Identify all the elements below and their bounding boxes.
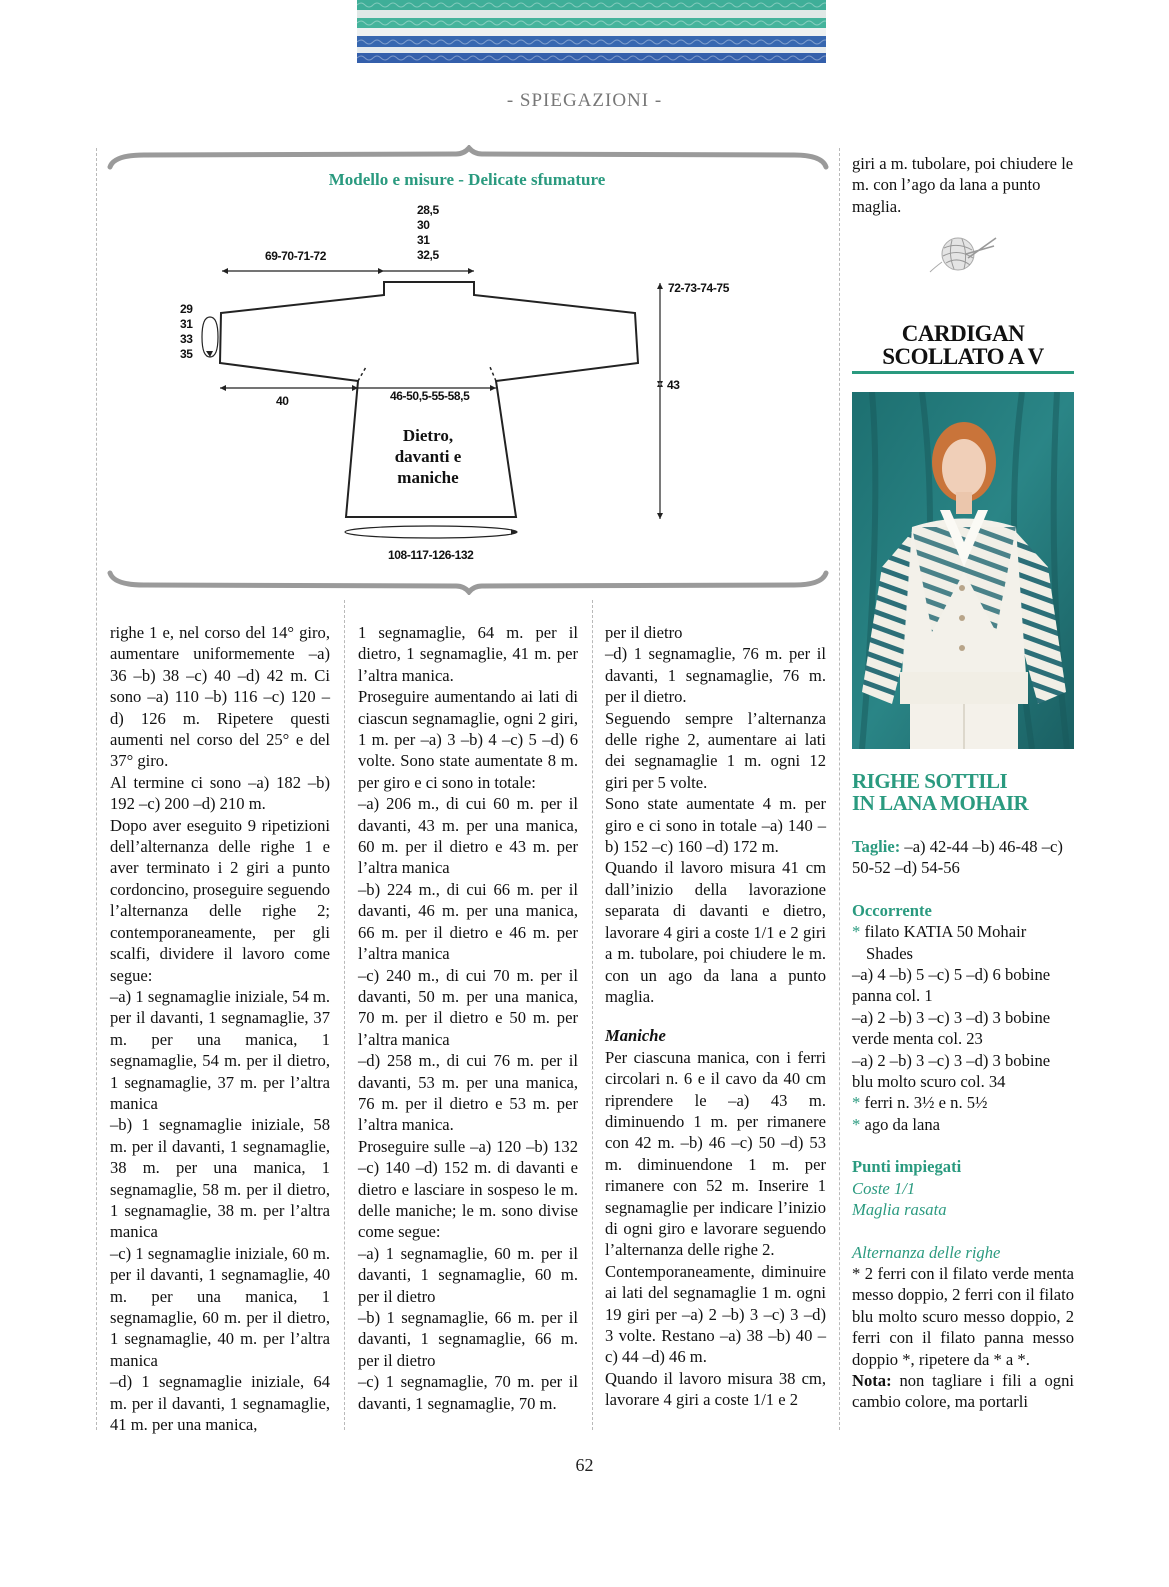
knit-swatch-image <box>357 0 826 63</box>
paragraph: –d) 258 m., di cui 76 m. per il davanti, 53 m. per una manica, 76 m. per il dietro e 53 m. per l’altra manica. <box>358 1051 578 1135</box>
paragraph: –b) 224 m., di cui 66 m. per il davanti, 46 m. per una manica, 66 m. per il dietro e 46 m. per l’altra manica <box>358 879 578 964</box>
model-photo <box>852 392 1074 749</box>
paragraph: righe 1 e, nel corso del 14° giro, aumentare uniformemente –a) 36 –b) 38 –c) 40 –d) 42 m. Ci sono –a) 110 –b) 116 –c) 120 –d) 126 m. Ripetere questi aumenti nel corso del 25° e del 37° giro. <box>110 623 330 771</box>
stitch-item: Coste 1/1 <box>852 1178 916 1198</box>
paragraph: –a) 1 segnamaglie iniziale, 54 m. per il davanti, 1 segnamaglie, 37 m. per una manica, 1 segnamaglie, 54 m. per il dietro, 1 segnamaglie, 37 m. per l’altra manica <box>110 986 330 1113</box>
paragraph: Dopo aver eseguito 9 ripetizioni dell’alternanza delle righe 1 e aver terminato i 2 giri a punto cordoncino, proseguire seguendo l’alternanza delle righe 2; contemporaneamente, per gli scalfi, dividere il lavoro come segue: <box>110 815 330 985</box>
paragraph: Al termine ci sono –a) 182 –b) 192 –c) 200 –d) 210 m. <box>110 772 330 814</box>
sidebar-details <box>852 836 1074 1413</box>
diagram-title: Modello e misure - Delicate sfumature <box>328 170 606 189</box>
material-color-1: –a) 4 –b) 5 –c) 5 –d) 6 bobine panna col. 1 <box>852 965 1051 1006</box>
paragraph: –d) 1 segnamaglie, 76 m. per il davanti, 1 segnamaglie, 76 m. per il dietro. <box>605 644 826 707</box>
column-rule <box>96 148 97 1430</box>
pattern-subtitle: RIGHE SOTTILI IN LANA MOHAIR <box>852 769 1029 815</box>
section-heading-maniche: Maniche <box>605 1026 666 1046</box>
material-color-23: –a) 2 –b) 3 –c) 3 –d) 3 bobine verde menta col. 23 <box>852 1007 1051 1049</box>
paragraph: Proseguire aumentando ai lati di ciascun segnamaglie, ogni 2 giri, 1 m. per –a) 3 –b) 4 –c) 5 –d) 6 volte. Sono state aumentate 8 m. per giro e ci sono in totale: <box>358 687 578 792</box>
paragraph: 1 segnamaglie, 64 m. per il dietro, 1 segnamaglie, 41 m. per l’altra manica. <box>358 623 578 685</box>
hem-width-label: 108-117-126-132 <box>388 548 474 562</box>
measurement-diagram <box>104 145 830 595</box>
note-text: Nota: non tagliare i fili a ogni cambio colore, ma portarli <box>852 1370 1074 1412</box>
sizes-info: Taglie: –a) 42-44 –b) 46-48 –c) 50-52 –d) 54-56 <box>852 837 1063 878</box>
sidebar-top-text: giri a m. tubolare, poi chiudere le m. con l’ago da lana a punto maglia. <box>852 154 1074 216</box>
sleeve-depth-label: 29 31 33 35 <box>180 302 193 361</box>
paragraph: Quando il lavoro misura 38 cm, lavorare 4 giri a coste 1/1 e 2 <box>605 1368 826 1410</box>
paragraph: Proseguire sulle –a) 120 –b) 132 –c) 140 –d) 152 m. di davanti e dietro e lasciare in sospeso le m. delle maniche; le m. sono divise come segue: <box>358 1136 578 1242</box>
yarn-ball-icon <box>928 232 998 274</box>
paragraph: Quando il lavoro misura 41 cm dall’inizio della lavorazione separata di davanti e dietro, lavorare 4 giri a coste 1/1 e 2 giri a m. tubolare, poi chiudere le m. con un ago da lana a punto maglia. <box>605 858 826 1006</box>
paragraph: –a) 206 m., di cui 60 m. per il davanti, 43 m. per una manica, 60 m. per il dietro e 43 m. per l’altra manica <box>358 794 578 878</box>
paragraph: –c) 240 m., di cui 70 m. per il davanti, 50 m. per una manica, 70 m. per il dietro e 50 m. per l’altra manica <box>358 965 578 1049</box>
section-header: - SPIEGAZIONI - <box>506 90 663 111</box>
stitches-heading: Punti impiegati <box>852 1157 962 1177</box>
body-width-label: 46-50,5-55-58,5 <box>390 389 470 403</box>
paragraph: Per ciascuna manica, con i ferri circolari n. 6 e il cavo da 40 cm riprendere le –a) 43 m. diminuendo 1 m. per rimanere con 42 m. –b) 46 –c) 50 –d) 53 m. diminuendone 1 m. per rimanere con 52 m. Inserire 1 segnamaglie per indicare l’inizio di ogni giro e lavorare seguendo l’alternanza delle righe 2. <box>605 1047 826 1260</box>
paragraph: –c) 1 segnamaglie iniziale, 60 m. per il davanti, 1 segnamaglie, 40 m. per una manica, 1 segnamaglie, 60 m. per il dietro, 1 segnamaglie, 40 m. per l’altra manica <box>110 1243 330 1370</box>
shoulder-width-label: 69-70-71-72 <box>265 249 326 263</box>
material-needles: * ferri n. 3½ e n. 5½ <box>852 1093 988 1113</box>
paragraph: Sono state aumentate 4 m. per giro e ci sono in totale –a) 140 –b) 152 –c) 160 –d) 172 m. <box>605 794 826 857</box>
sleeve-length-label: 40 <box>276 394 289 408</box>
paragraph: –c) 1 segnamaglie, 70 m. per il davanti, 1 segnamaglie, 70 m. <box>358 1372 578 1413</box>
stripes-heading: Alternanza delle righe <box>852 1242 1001 1262</box>
text-column-1 <box>110 622 330 1435</box>
column-rule <box>344 600 345 1430</box>
neck-width-label: 28,5 30 31 32,5 <box>417 203 439 262</box>
page-number: 62 <box>575 1455 594 1475</box>
column-rule <box>592 600 593 1430</box>
stitch-item: Maglia rasata <box>852 1200 947 1220</box>
paragraph: –b) 1 segnamaglie iniziale, 58 m. per il davanti, 1 segnamaglie, 38 m. per una manica, 1 segnamaglie, 58 m. per il dietro, 1 segnamaglie, 38 m. per l’altra manica <box>110 1115 330 1242</box>
piece-label: Dietro, davanti e maniche <box>394 426 462 487</box>
materials-heading: Occorrente <box>852 900 932 920</box>
paragraph: –d) 1 segnamaglie iniziale, 64 m. per il davanti, 1 segnamaglie, 41 m. per una manica, <box>110 1372 330 1435</box>
paragraph: Seguendo sempre l’alternanza delle righe 2, aumentare ai lati dei segnamaglie 1 m. ogni 12 giri per 5 volte. <box>605 708 826 792</box>
material-yarn: * filato KATIA 50 Mohair <box>852 922 1027 942</box>
title-divider <box>852 371 1074 374</box>
pattern-title: CARDIGAN SCOLLATO A V <box>882 321 1044 369</box>
paragraph: –a) 1 segnamaglie, 60 m. per il davanti, 1 segnamaglie, 60 m. per il dietro <box>358 1243 578 1306</box>
stripes-text: * 2 ferri con il filato verde menta messo doppio, 2 ferri con il filato blu molto scuro messo doppio, 2 ferri con il filato panna messo doppio *, ripetere da * a *. <box>852 1263 1074 1369</box>
text-column-2 <box>358 622 578 1414</box>
material-wool-needle: * ago da lana <box>852 1114 941 1134</box>
paragraph: Contemporaneamente, diminuire ai lati del segnamaglie 1 m. ogni 19 giri per –a) 2 –b) 3 –c) 3 –d) 3 volte. Restano –a) 38 –b) 40 –c) 44 –d) 46 m. <box>605 1261 826 1367</box>
paragraph: –b) 1 segnamaglie, 66 m. per il davanti, 1 segnamaglie, 66 m. per il dietro <box>358 1308 578 1370</box>
paragraph: per il dietro <box>605 623 683 642</box>
text-column-3 <box>605 622 826 1411</box>
total-height-label: 72-73-74-75 <box>668 281 729 295</box>
material-yarn-line2: Shades <box>866 943 914 963</box>
column-rule <box>839 148 840 1430</box>
material-color-34: –a) 2 –b) 3 –c) 3 –d) 3 bobine blu molto scuro col. 34 <box>852 1050 1051 1092</box>
body-height-label: 43 <box>667 378 680 392</box>
